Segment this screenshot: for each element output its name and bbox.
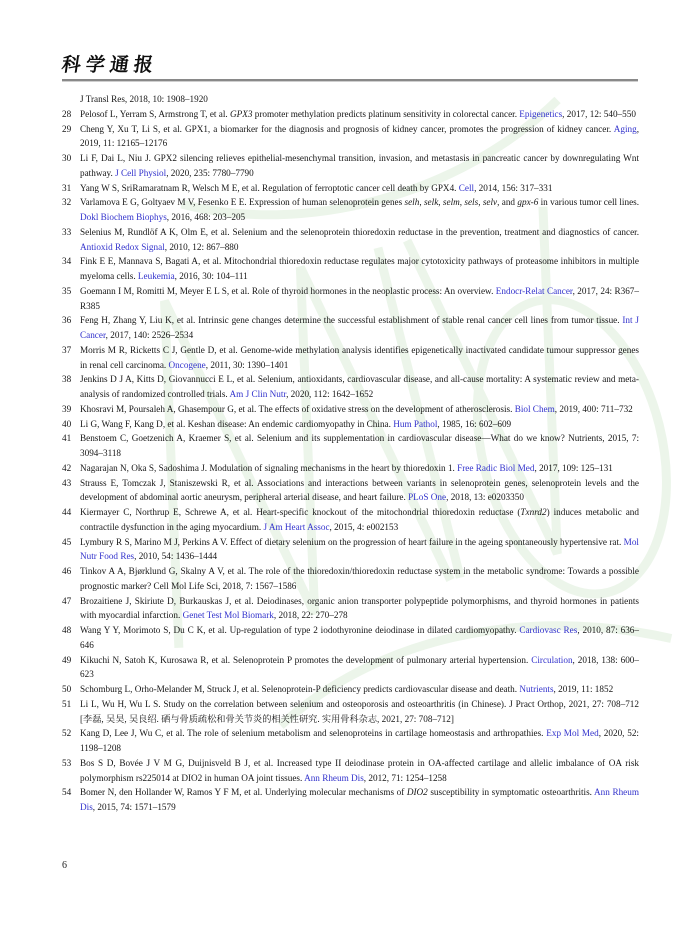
reference-text — [80, 225, 639, 255]
reference-segment: , 2016, 30: 104–111 — [174, 271, 248, 281]
journal-link[interactable]: PLoS One — [408, 492, 447, 503]
reference-segment: Li F, Dai L, Niu J. GPX2 silencing relieves epithelial-mesenchymal transition, invasion, and metastasis in pancreatic cancer by downregulating Wnt pathway. — [80, 153, 639, 178]
reference-item — [62, 461, 639, 476]
journal-link[interactable]: Circulation — [531, 654, 573, 665]
reference-item — [62, 726, 639, 756]
reference-segment: Benstoem C, Goetzenich A, Kraemer S, et al. Selenium and its supplementation in cardiovascular disease—What do we know? Nutrients, 2015, 7: 3094–3118 — [80, 433, 639, 458]
reference-segment: , 2018, 22: 270–278 — [273, 610, 348, 621]
reference-item — [62, 122, 639, 152]
reference-segment: , 2010, 12: 867–880 — [164, 241, 239, 252]
reference-item — [62, 402, 639, 417]
reference-number: 43 — [62, 477, 72, 488]
reference-number: 34 — [62, 256, 72, 267]
journal-link[interactable]: Hum Pathol — [393, 418, 438, 429]
reference-segment: Li L, Wu H, Wu L S. Study on the correlation between selenium and osteoporosis and osteoarthritis (in Chinese). J Pract Orthop, 2021, 27: 708–712 [李磊, 吴昊, 吴良绍. 硒与骨质疏松和骨关节炎的相关性研究. 实用骨科杂志, 2021, 27: 708–712] — [80, 698, 639, 724]
reference-item — [62, 594, 639, 624]
reference-item — [62, 372, 639, 402]
reference-segment: Feng H, Zhang Y, Liu K, et al. Intrinsic gene changes determine the successful establishment of stable renal cancer cell lines from tumor tissue. — [80, 315, 623, 326]
reference-text — [80, 284, 639, 314]
journal-link[interactable]: Aging — [613, 123, 637, 134]
journal-logo: 科学通报 — [60, 54, 160, 76]
reference-number: 46 — [62, 566, 72, 576]
reference-number: 52 — [62, 728, 72, 739]
reference-number: 45 — [62, 536, 72, 547]
reference-text — [80, 151, 639, 181]
reference-number: 44 — [62, 507, 72, 517]
reference-number: 48 — [62, 625, 72, 635]
reference-segment: promoter methylation predicts platinum sensitivity in colorectal cancer. — [252, 108, 520, 119]
reference-number: 50 — [62, 684, 72, 694]
reference-item — [62, 431, 639, 461]
reference-segment: , 2014, 156: 317–331 — [474, 182, 553, 193]
reference-segment: , 2019, 400: 711–732 — [554, 403, 633, 414]
journal-link[interactable]: Free Radic Biol Med — [457, 462, 535, 473]
reference-item — [62, 151, 639, 181]
journal-link[interactable]: J Cell Physiol — [115, 167, 167, 178]
reference-segment: Brozaitiene J, Skiriute D, Burkauskas J, et al. Deiodinases, organic anion transporter polypeptide polymorphisms, and thyroid hormones in patients with myocardial infarction. — [80, 595, 639, 621]
reference-text — [80, 476, 639, 506]
journal-link[interactable]: Endocr-Relat Cancer — [495, 285, 573, 296]
reference-item — [62, 284, 639, 314]
journal-link[interactable]: Ann Rheum Dis — [80, 787, 639, 812]
journal-link[interactable]: Cardiovasc Res — [519, 625, 578, 635]
reference-segment: Kikuchi N, Satoh K, Kurosawa R, et al. Selenoprotein P promotes the development of pulmonary arterial hypertension. — [80, 654, 532, 665]
reference-text — [80, 623, 639, 653]
reference-text — [80, 505, 639, 535]
reference-segment: , 2020, 235: 7780–7790 — [166, 167, 254, 178]
reference-segment: Khosravi M, Poursaleh A, Ghasempour G, et al. The effects of oxidative stress on the development of atherosclerosis. — [80, 403, 515, 414]
reference-number: 51 — [62, 698, 72, 709]
reference-number: 41 — [62, 433, 72, 444]
reference-number: 42 — [62, 462, 72, 473]
reference-item — [62, 535, 639, 565]
journal-link[interactable]: Leukemia — [137, 271, 175, 281]
masthead — [62, 48, 638, 82]
reference-segment: , 1985, 16: 602–609 — [437, 418, 512, 429]
reference-item — [62, 564, 639, 594]
reference-text — [80, 653, 639, 683]
reference-number: 40 — [62, 418, 72, 429]
reference-item — [62, 313, 639, 343]
gene-name-italic: sels — [464, 197, 479, 208]
reference-segment: , 2019, 11: 1852 — [553, 684, 614, 694]
reference-list — [62, 92, 639, 815]
journal-link[interactable]: Mol Nutr Food Res — [80, 536, 639, 562]
reference-segment: , and — [497, 197, 518, 208]
reference-text — [80, 195, 639, 225]
reference-number: 37 — [62, 344, 72, 355]
reference-segment: , — [419, 197, 424, 208]
reference-item — [62, 195, 639, 225]
reference-number: 49 — [62, 654, 72, 665]
reference-number: 39 — [62, 403, 72, 414]
reference-segment: Kiermayer C, Northrup E, Schrewe A, et al. Heart-specific knockout of the mitochondrial thioredoxin reductase ( — [80, 507, 521, 517]
reference-item — [62, 254, 639, 284]
reference-number: 35 — [62, 285, 72, 296]
reference-segment: , 2015, 4: e002153 — [329, 521, 399, 532]
reference-text — [80, 254, 639, 284]
gene-name-italic: selm — [442, 197, 460, 208]
reference-text — [80, 756, 639, 786]
reference-segment: , 2020, 52: 1198–1208 — [80, 728, 639, 753]
journal-link[interactable]: Nutrients — [519, 684, 554, 694]
reference-segment: Pelosof L, Yerram S, Armstrong T, et al. — [80, 108, 230, 119]
page-number: 6 — [62, 860, 67, 871]
reference-segment: Yang W S, SriRamaratnam R, Welsch M E, et al. Regulation of ferroptotic cancer cell death by GPX4. — [80, 182, 459, 193]
journal-link[interactable]: Biol Chem — [514, 403, 555, 414]
reference-segment: , 2017, 12: 540–550 — [562, 108, 636, 119]
reference-segment: , 2020, 112: 1642–1652 — [286, 389, 374, 399]
journal-link[interactable]: Dokl Biochem Biophys — [80, 212, 167, 222]
journal-link[interactable]: Antioxid Redox Signal — [80, 241, 165, 252]
reference-segment: , 2017, 140: 2526–2534 — [105, 330, 194, 340]
reference-text — [80, 122, 639, 152]
reference-text — [80, 535, 639, 565]
reference-number: 36 — [62, 315, 72, 326]
journal-link[interactable]: Exp Mol Med — [546, 728, 599, 739]
reference-segment: Strauss E, Tomczak J, Staniszewski R, et al. Associations and interactions between variants in selenoprotein genes, selenoprotein levels and the development of abdominal aortic aneurysm, peripheral arterial disease, and heart failure. — [80, 477, 639, 503]
journal-link[interactable]: Am J Clin Nutr — [229, 389, 287, 399]
reference-item — [62, 476, 639, 506]
reference-item — [62, 343, 639, 373]
reference-number: 30 — [62, 153, 72, 163]
reference-text — [80, 431, 639, 461]
reference-number: 29 — [62, 123, 72, 134]
reference-segment: , 2011, 30: 1390–1401 — [205, 359, 289, 370]
reference-number: 33 — [62, 226, 72, 237]
reference-segment: Wang Y Y, Morimoto S, Du C K, et al. Up-regulation of type 2 iodothyronine deiodinase in dilated cardiomyopathy. — [80, 625, 520, 635]
reference-item — [62, 505, 639, 535]
reference-continuation-line: J Transl Res, 2018, 10: 1908–1920 — [80, 94, 208, 104]
reference-segment: Fink E E, Mannava S, Bagati A, et al. Mitochondrial thioredoxin reductase regulates major cytotoxicity pathways of proteasome inhibitors in multiple myeloma cells. — [80, 256, 639, 281]
reference-segment: Jenkins D J A, Kitts D, Giovannucci E L, et al. Selenium, antioxidants, cardiovascular disease, and all-cause mortality: A systematic review and meta-analysis of randomized controlled trials. — [80, 374, 639, 399]
reference-segment: Lymbury R S, Marino M J, Perkins A V. Effect of dietary selenium on the progression of heart failure in the ageing spontaneously hypertensive rat. — [80, 536, 624, 547]
reference-segment: in various tumor cell lines. — [538, 197, 640, 208]
reference-item — [62, 623, 639, 653]
reference-item — [62, 181, 639, 196]
reference-segment: Tinkov A A, Bjørklund G, Skalny A V, et al. The role of the thioredoxin/thioredoxin reductase system in the metabolic syndrome: Towards a possible prognostic marker? Cell Mol Life Sci, 2018, 7: 1567–1586 — [80, 566, 639, 591]
reference-segment: , — [438, 197, 443, 208]
reference-segment: , 2016, 468: 203–205 — [166, 212, 246, 222]
reference-text — [80, 372, 639, 402]
journal-link[interactable]: Int J Cancer — [80, 315, 639, 340]
reference-text — [80, 785, 639, 815]
gene-name-italic: DIO2 — [406, 787, 428, 798]
reference-segment: , 2019, 11: 12165–12176 — [80, 123, 639, 149]
reference-item — [62, 785, 639, 815]
journal-link[interactable]: Epigenetics — [519, 108, 563, 119]
masthead-rule — [62, 79, 638, 82]
reference-segment: Li G, Wang F, Kang D, et al. Keshan disease: An endemic cardiomyopathy in China. — [80, 418, 394, 429]
reference-item — [62, 756, 639, 786]
reference-number: 31 — [62, 182, 72, 193]
reference-segment: , 2018, 13: e0203350 — [446, 492, 524, 503]
reference-segment: , — [459, 197, 465, 208]
reference-segment: , — [478, 197, 483, 208]
reference-text — [80, 417, 639, 432]
reference-text — [80, 343, 639, 373]
reference-number: 38 — [62, 374, 72, 385]
reference-segment: , 2012, 71: 1254–1258 — [363, 772, 447, 783]
journal-link[interactable]: Genet Test Mol Biomark — [182, 610, 274, 621]
gene-name-italic: gpx-6 — [517, 197, 539, 208]
reference-text — [80, 564, 639, 594]
gene-name-italic: GPX3 — [229, 108, 253, 119]
reference-item — [62, 417, 639, 432]
reference-text — [80, 594, 639, 624]
reference-segment: susceptibility in symptomatic osteoarthritis. — [427, 787, 595, 798]
reference-item — [62, 225, 639, 255]
reference-number: 54 — [62, 787, 72, 798]
reference-segment: ) induces metabolic and contractile dysfunction in the aging myocardium. — [80, 507, 639, 532]
reference-segment: Kang D, Lee J, Wu C, et al. The role of selenium metabolism and selenoproteins in cartilage homeostasis and arthropathies. — [80, 728, 547, 739]
reference-number: 32 — [62, 197, 72, 208]
gene-name-italic: Txnrd2 — [520, 507, 547, 517]
reference-segment: , 2015, 74: 1571–1579 — [92, 802, 176, 812]
gene-name-italic: selh — [404, 197, 420, 208]
reference-segment: , 2010, 87: 636–646 — [80, 625, 639, 650]
reference-item — [62, 697, 639, 727]
journal-link[interactable]: Cell — [458, 182, 475, 193]
reference-item — [62, 682, 639, 697]
reference-segment: , 2010, 54: 1436–1444 — [134, 551, 218, 562]
reference-segment: Goemann I M, Romitti M, Meyer E L S, et al. Role of thyroid hormones in the neoplastic process: An overview. — [80, 285, 496, 296]
gene-name-italic: selv — [482, 197, 498, 208]
reference-text — [80, 461, 639, 476]
journal-link[interactable]: J Am Heart Assoc — [263, 521, 330, 532]
reference-text — [80, 107, 639, 122]
reference-text — [80, 682, 639, 697]
reference-number: 47 — [62, 595, 72, 606]
reference-segment: Selenius M, Rundlöf A K, Olm E, et al. Selenium and the selenoprotein thioredoxin reductase in the prevention, treatment and diagnostics of cancer. — [80, 226, 639, 237]
reference-segment: Bos S D, Bovée J V M G, Duijnisveld B J, et al. Increased type II deiodinase protein in OA-affected cartilage and allelic imbalance of OA risk polymorphism rs225014 at DIO2 in human OA joint tissues. — [80, 757, 639, 783]
reference-item — [62, 107, 639, 122]
reference-text — [80, 697, 639, 727]
reference-segment: Bomer N, den Hollander W, Ramos Y F M, et al. Underlying molecular mechanisms of — [80, 787, 407, 798]
reference-text — [80, 726, 639, 756]
reference-segment: , 2017, 109: 125–131 — [534, 462, 613, 473]
reference-text — [80, 402, 639, 417]
gene-name-italic: selk — [423, 197, 439, 208]
reference-number: 28 — [62, 108, 72, 119]
reference-item — [62, 653, 639, 683]
reference-text — [80, 181, 639, 196]
reference-segment: , 2017, 24: R367–R385 — [80, 285, 639, 311]
reference-segment: Cheng Y, Xu T, Li S, et al. GPX1, a biomarker for the diagnosis and prognosis of kidney cancer, promotes the progression of kidney cancer. — [80, 123, 614, 134]
reference-segment: Morris M R, Ricketts C J, Gentle D, et al. Genome-wide methylation analysis identifies epigenetically inactivated candidate tumour suppressor genes in renal cell carcinoma. — [80, 344, 639, 370]
reference-segment: Nagarajan N, Oka S, Sadoshima J. Modulation of signaling mechanisms in the heart by thioredoxin 1. — [80, 462, 458, 473]
journal-link[interactable]: Oncogene — [168, 359, 206, 370]
journal-link[interactable]: Ann Rheum Dis — [304, 772, 364, 783]
reference-segment: Varlamova E G, Goltyaev M V, Fesenko E E. Expression of human selenoprotein genes — [80, 197, 405, 208]
reference-text — [80, 313, 639, 343]
reference-segment: , 2018, 138: 600–623 — [80, 654, 639, 680]
reference-number: 53 — [62, 757, 72, 768]
reference-segment: Schomburg L, Orho-Melander M, Struck J, et al. Selenoprotein-P deficiency predicts cardiovascular disease and death. — [80, 684, 520, 694]
